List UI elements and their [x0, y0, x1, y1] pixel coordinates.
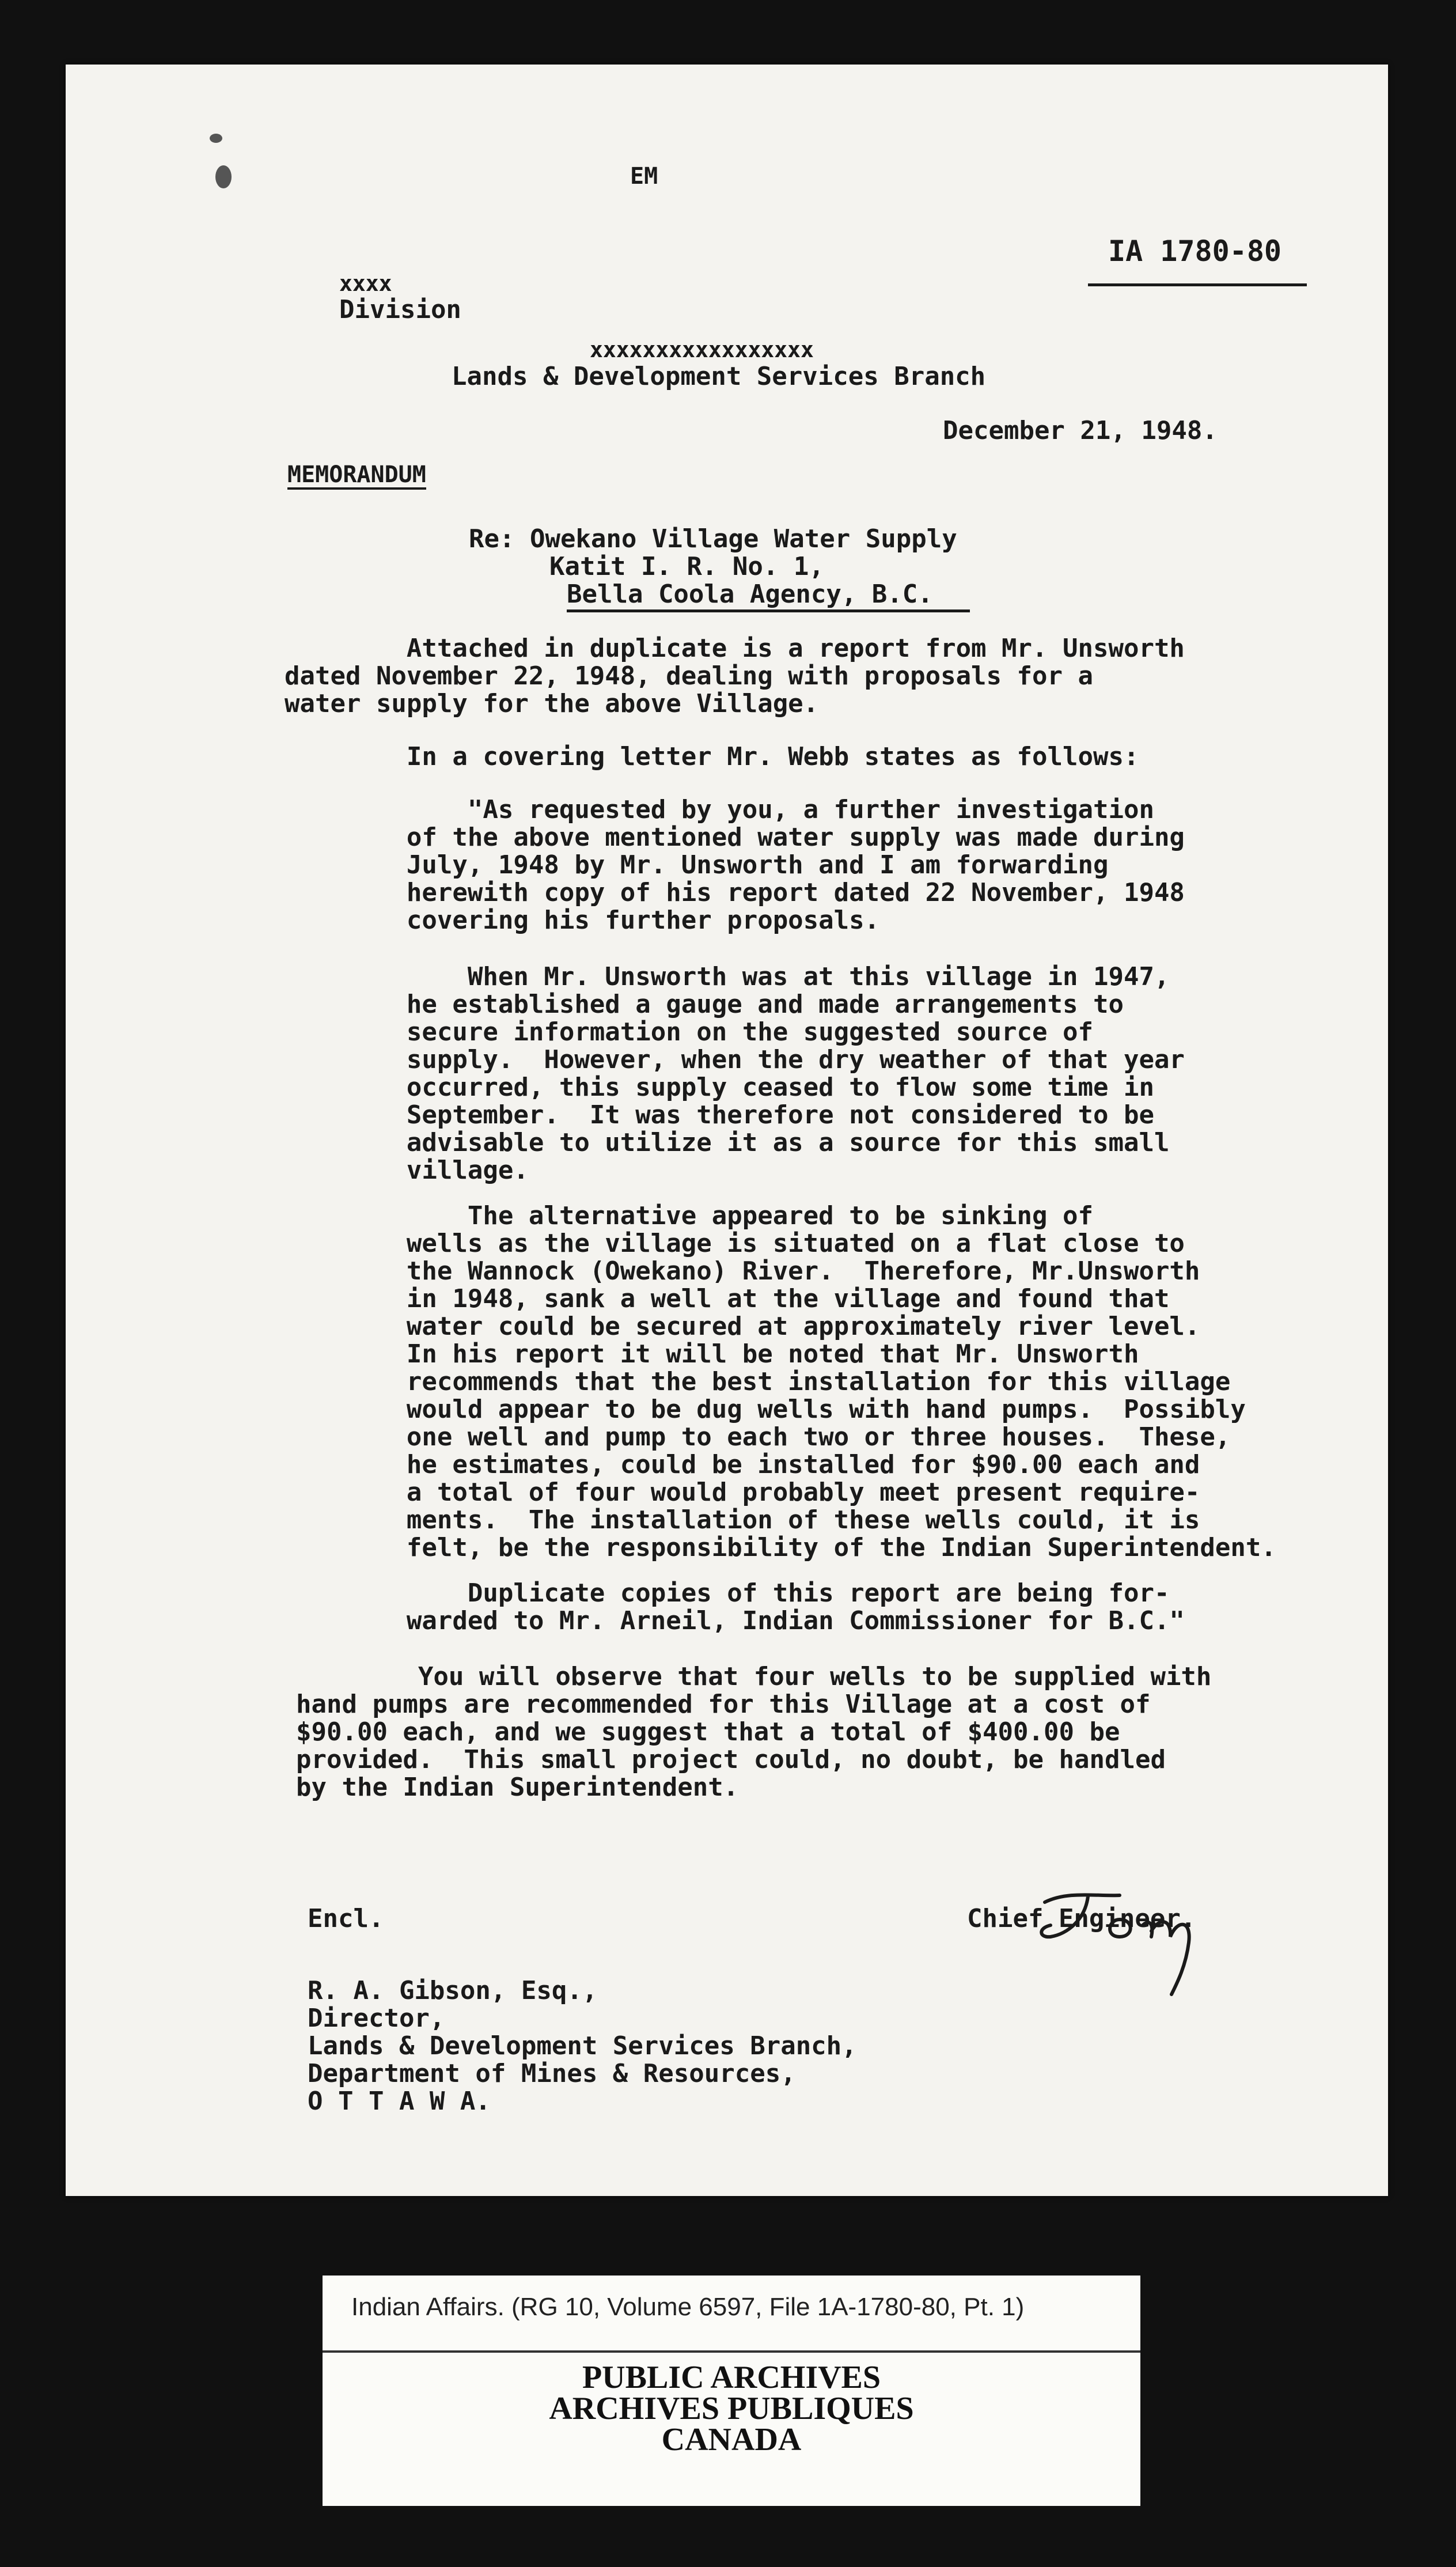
- label-divider: [323, 2350, 1140, 2353]
- re-line-2: Katit I. R. No. 1,: [549, 552, 824, 581]
- paragraph-line: occurred, this supply ceased to flow some time in: [285, 1073, 1154, 1102]
- paragraph-line: Duplicate copies of this report are being for-: [285, 1578, 1170, 1608]
- branch-name: Lands & Development Services Branch: [452, 362, 986, 391]
- paper-speck: [215, 165, 232, 188]
- paper-speck: [210, 134, 222, 143]
- memo-date: December 21, 1948.: [943, 416, 1218, 445]
- quote-paragraph-4: [285, 1580, 1185, 1635]
- address-line: Department of Mines & Resources,: [308, 2059, 796, 2088]
- paragraph-line: warded to Mr. Arneil, Indian Commissioner for B.C.": [285, 1606, 1185, 1635]
- paragraph-line: September. It was therefore not considered to be: [285, 1100, 1154, 1130]
- memo-page: [66, 65, 1388, 2196]
- stamp-line: PUBLIC ARCHIVES: [582, 2360, 881, 2395]
- stamp-line: ARCHIVES PUBLIQUES: [549, 2391, 914, 2426]
- paragraph-line: You will observe that four wells to be supplied with: [296, 1662, 1212, 1691]
- signature-title: Chief Engineer.: [967, 1904, 1196, 1933]
- address-line: Director,: [308, 2004, 445, 2033]
- paragraph-line: by the Indian Superintendent.: [296, 1773, 739, 1802]
- paragraph-line: $90.00 each, and we suggest that a total of $400.00 be: [296, 1717, 1120, 1747]
- address-line: R. A. Gibson, Esq.,: [308, 1976, 598, 2005]
- paragraph-line: a total of four would probably meet present require-: [285, 1478, 1200, 1507]
- paragraph-line: water could be secured at approximately river level.: [285, 1312, 1200, 1341]
- paragraph-line: recommends that the best installation for this village: [285, 1367, 1231, 1396]
- paragraph-line: he established a gauge and made arrangements to: [285, 990, 1124, 1019]
- paragraph-line: of the above mentioned water supply was made during: [285, 823, 1185, 852]
- paragraph-line: herewith copy of his report dated 22 November, 1948: [285, 878, 1185, 907]
- file-reference-underline: [1088, 283, 1307, 286]
- paragraph-line: In a covering letter Mr. Webb states as follows:: [285, 742, 1139, 771]
- division: Division: [339, 295, 461, 324]
- re-line-3: Bella Coola Agency, B.C.: [567, 580, 933, 609]
- branch-struck: xxxxxxxxxxxxxxxxx: [590, 337, 814, 362]
- paragraph-line: felt, be the responsibility of the Indian Superintendent.: [285, 1533, 1276, 1562]
- paragraph-line: supply. However, when the dry weather of that year: [285, 1045, 1185, 1074]
- paragraph-line: In his report it will be noted that Mr. Unsworth: [285, 1339, 1139, 1369]
- paragraph-line: covering his further proposals.: [285, 906, 880, 935]
- paragraph-line: wells as the village is situated on a flat close to: [285, 1229, 1185, 1258]
- paragraph-conclusion: [296, 1663, 1211, 1801]
- paragraph-line: village.: [285, 1156, 529, 1185]
- paragraph-line: secure information on the suggested source of: [285, 1017, 1093, 1047]
- archive-label: [323, 2276, 1140, 2506]
- paragraph-line: the Wannock (Owekano) River. Therefore, Mr.Unsworth: [285, 1256, 1200, 1286]
- paragraph-line: he estimates, could be installed for $90.00 each and: [285, 1450, 1200, 1479]
- quote-paragraph-3: [285, 1202, 1276, 1562]
- archive-stamp: [323, 2360, 1140, 2458]
- paragraph-line: dated November 22, 1948, dealing with proposals for a: [285, 661, 1093, 691]
- recipient-address: [308, 1977, 857, 2115]
- stamp-line: CANADA: [661, 2422, 802, 2458]
- memorandum-heading: MEMORANDUM: [287, 462, 426, 490]
- paragraph-line: one well and pump to each two or three houses. These,: [285, 1422, 1231, 1452]
- paragraph-line: provided. This small project could, no doubt, be handled: [296, 1745, 1166, 1774]
- re-underline: [567, 609, 970, 612]
- enclosure-note: Encl.: [308, 1904, 384, 1933]
- paragraph-line: July, 1948 by Mr. Unsworth and I am forwarding: [285, 850, 1109, 880]
- initials: EM: [630, 163, 658, 190]
- paragraph-line: advisable to utilize it as a source for this small: [285, 1128, 1170, 1157]
- paragraph-line: ments. The installation of these wells could, it is: [285, 1505, 1200, 1535]
- quote-paragraph-1: [285, 796, 1185, 934]
- division-struck: xxxx: [339, 271, 392, 296]
- paragraph-line: water supply for the above Village.: [285, 689, 819, 718]
- paragraph-line: would appear to be dug wells with hand pumps. Possibly: [285, 1395, 1246, 1424]
- file-reference: IA 1780-80: [1108, 234, 1282, 268]
- paragraph-line: hand pumps are recommended for this Village at a cost of: [296, 1690, 1151, 1719]
- paragraph-line: The alternative appeared to be sinking of: [285, 1201, 1093, 1231]
- paragraph-line: Attached in duplicate is a report from Mr. Unsworth: [285, 634, 1185, 663]
- handwritten-signature: [1033, 1879, 1252, 2006]
- address-line: O T T A W A.: [308, 2087, 491, 2116]
- paragraph-covering-letter: [285, 743, 1139, 771]
- paragraph-line: in 1948, sank a well at the village and found that: [285, 1284, 1170, 1313]
- re-line-1: Re: Owekano Village Water Supply: [469, 524, 957, 554]
- paragraph-attached: [285, 635, 1185, 718]
- address-line: Lands & Development Services Branch,: [308, 2031, 857, 2061]
- quote-paragraph-2: [285, 963, 1185, 1184]
- paragraph-line: When Mr. Unsworth was at this village in 1947,: [285, 962, 1170, 991]
- archive-citation: Indian Affairs. (RG 10, Volume 6597, File 1A-1780-80, Pt. 1): [351, 2293, 1025, 2321]
- paragraph-line: "As requested by you, a further investigation: [285, 795, 1154, 824]
